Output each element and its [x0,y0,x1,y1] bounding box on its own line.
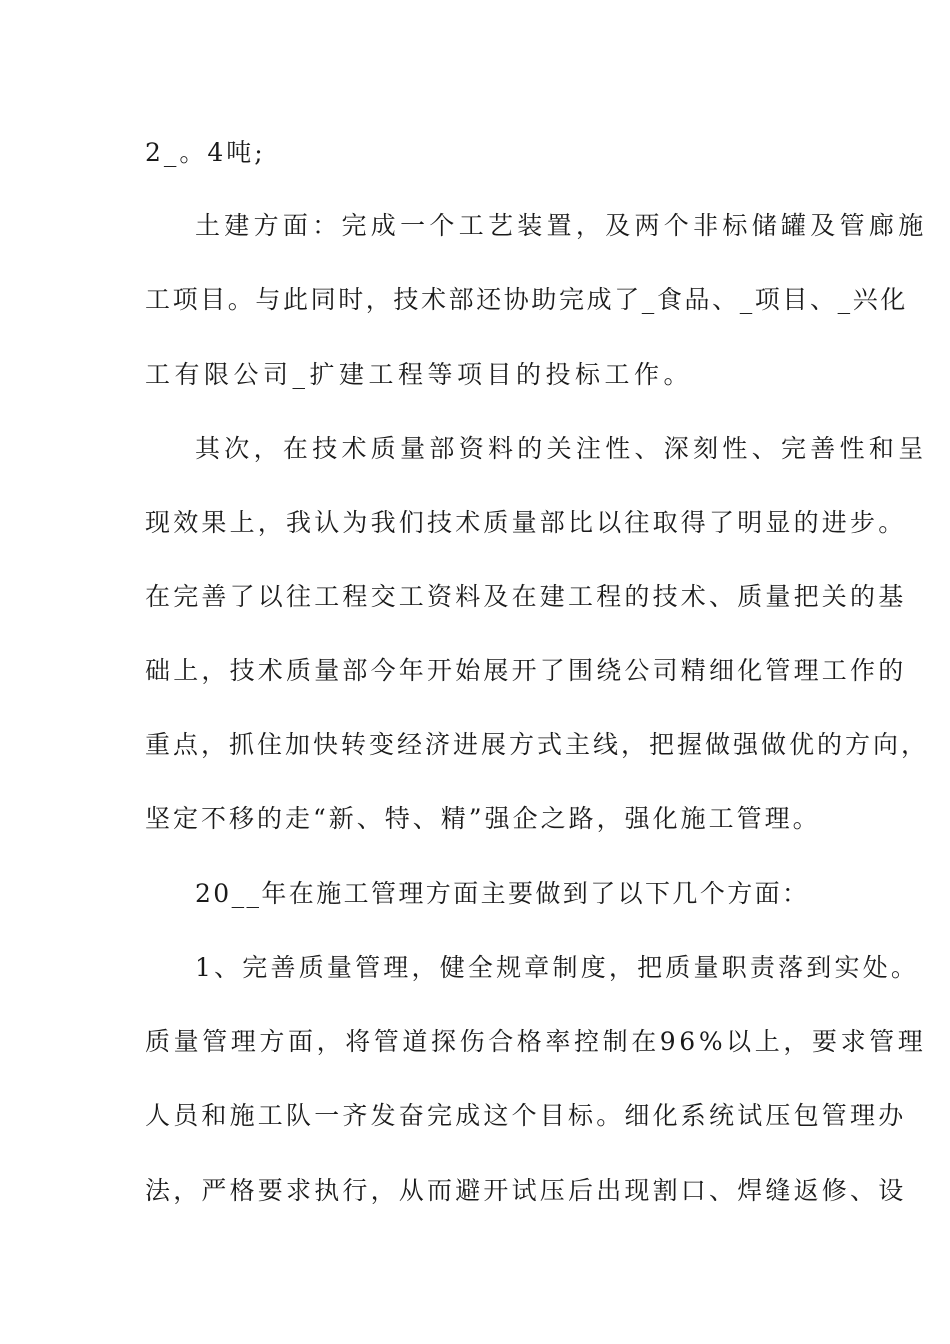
text-line: 础上，技术质量部今年开始展开了围绕公司精细化管理工作的 [145,656,907,685]
text-line: 工项目。与此同时，技术部还协助完成了_食品、_项目、_兴化 [145,285,908,314]
text-line: 工有限公司_扩建工程等项目的投标工作。 [145,360,694,389]
text-line: 土建方面：完成一个工艺装置，及两个非标储罐及管廊施 [195,211,928,240]
text-line: 坚定不移的走“新、特、精”强企之路，强化施工管理。 [145,804,821,833]
text-line: 1、完善质量管理，健全规章制度，把质量职责落到实处。 [195,953,920,982]
text-line: 其次，在技术质量部资料的关注性、深刻性、完善性和呈 [195,434,928,463]
text-line: 20__年在施工管理方面主要做到了以下几个方面： [195,879,810,908]
text-line: 2_。4吨; [145,138,266,167]
text-line: 现效果上，我认为我们技术质量部比以往取得了明显的进步。 [145,508,907,537]
text-line: 法，严格要求执行，从而避开试压后出现割口、焊缝返修、设 [145,1176,907,1205]
text-line: 质量管理方面，将管道探伤合格率控制在96%以上，要求管理 [145,1027,927,1056]
text-line: 在完善了以往工程交工资料及在建工程的技术、质量把关的基 [145,582,907,611]
text-line: 重点，抓住加快转变经济进展方式主线，把握做强做优的方向， [145,730,930,759]
text-line: 人员和施工队一齐发奋完成这个目标。细化系统试压包管理办 [145,1101,907,1130]
